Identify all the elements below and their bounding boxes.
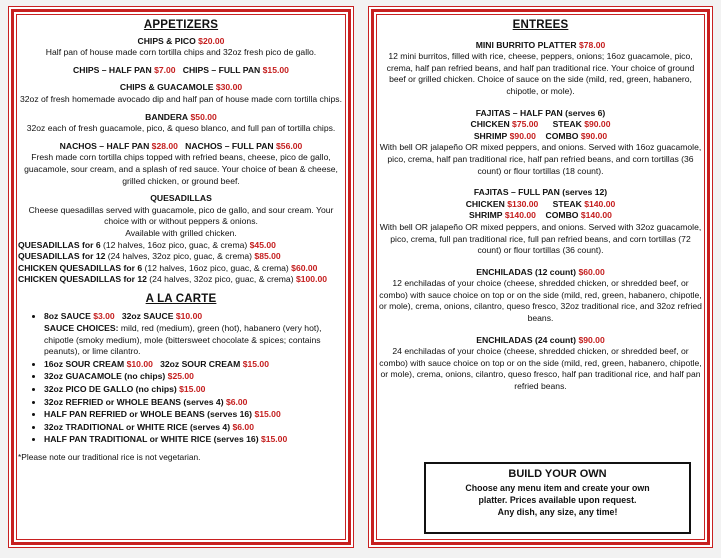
item-name: ENCHILADAS (24 count) <box>476 334 577 345</box>
item-price: $15.00 <box>242 358 269 369</box>
box-line: platter. Prices available upon request. <box>478 495 637 505</box>
option-price: $140.00 <box>580 210 612 221</box>
option-price: $90.00 <box>584 119 611 130</box>
nachos-item <box>18 141 344 187</box>
item-desc: Cheese quesadillas served with guacamole, pico de gallo, and sour cream. Your choice with or without peppers & onions. <box>28 204 334 227</box>
item-price: $78.00 <box>579 39 606 50</box>
enchiladas-12-item <box>378 267 703 325</box>
mini-burrito-item <box>378 40 703 98</box>
item-price: $10.00 <box>175 311 203 322</box>
item-name: 32oz PICO DE GALLO (no chips) <box>44 384 177 395</box>
line-detail: (12 halves, 16oz pico, guac, & crema) <box>142 262 292 273</box>
line-name: QUESADILLAS for 6 <box>18 239 101 250</box>
line-detail: (12 halves, 16oz pico, guac, & crema) <box>100 239 250 250</box>
item-name: 16oz SOUR CREAM <box>44 358 125 369</box>
item-name: FAJITAS – HALF PAN (serves 6) <box>475 107 606 118</box>
item-name: ENCHILADAS (12 count) <box>476 266 577 277</box>
quesadillas-item <box>18 193 344 239</box>
item-price: $10.00 <box>126 358 153 369</box>
item-price: $6.00 <box>232 421 254 432</box>
item-price: $90.00 <box>578 334 605 345</box>
item-desc: With bell OR jalapeño OR mixed peppers, and onions. Served with 32oz guacamole, pico, crema, full pan traditional rice, full pan refried beans, and corn tortillas (72 count) or flour tortillas (36 count). <box>379 221 702 256</box>
item-name: 32oz SOUR CREAM <box>160 358 241 369</box>
option-name: CHICKEN <box>470 119 510 130</box>
option-name: SHRIMP <box>469 210 503 221</box>
option-price: $90.00 <box>509 130 536 141</box>
item-desc: 12 enchiladas of your choice (cheese, shredded chicken, or shredded beef, or combo) with sauce choice on top or on the side (mild, red, green, habanero, chipotle, or mole), crema, onions, cilantro, queso fresco, 32oz traditional rice, and 32oz refried beans. <box>379 278 702 324</box>
item-price: $50.00 <box>190 111 217 122</box>
sauce-choices: mild, red (medium), green (hot), habanero (very hot), chipotle (smoky medium), mole (bittersweet chocolate & spices; contains peanuts), or lime cilantro. <box>44 323 322 357</box>
option-price: $90.00 <box>580 130 608 141</box>
line-price: $45.00 <box>249 239 276 250</box>
item-name: 32oz TRADITIONAL or WHITE RICE (serves 4) <box>44 421 231 432</box>
item-price: $6.00 <box>225 396 248 407</box>
quesadilla-lines <box>18 240 344 286</box>
item-name: 8oz SAUCE <box>44 311 91 322</box>
line-name: QUESADILLAS for 12 <box>18 251 106 262</box>
option-name: SHRIMP <box>473 130 508 141</box>
item-price: $28.00 <box>151 140 178 151</box>
box-line: Any dish, any size, any time! <box>497 507 618 517</box>
line-detail: (24 halves, 32oz pico, guac, & crema) <box>146 274 296 285</box>
sauce-choices-label: SAUCE CHOICES: <box>44 323 119 334</box>
item-price: $30.00 <box>215 82 243 93</box>
bandera-item <box>18 112 344 135</box>
enchiladas-24-item <box>378 335 703 393</box>
item-name: CHIPS & GUACAMOLE <box>119 82 214 93</box>
list-item <box>44 397 344 409</box>
list-item <box>44 422 344 434</box>
appetizers-heading: APPETIZERS <box>143 19 219 31</box>
quesadilla-line <box>18 251 344 263</box>
fajitas-full-item <box>378 187 703 257</box>
line-price: $100.00 <box>295 274 328 285</box>
item-name: QUESADILLAS <box>150 193 212 204</box>
option-price: $130.00 <box>507 198 539 209</box>
item-name: BANDERA <box>145 111 189 122</box>
item-price: $15.00 <box>262 64 289 75</box>
quesadilla-line <box>18 263 344 275</box>
line-detail: (24 halves, 32oz pico, guac, & crema) <box>105 251 255 262</box>
left-menu-panel <box>8 6 354 548</box>
list-item <box>44 409 344 421</box>
option-price: $140.00 <box>584 198 616 209</box>
item-price: $60.00 <box>578 266 605 277</box>
quesadilla-line <box>18 240 344 252</box>
item-name: CHIPS – FULL PAN <box>182 64 261 75</box>
list-item <box>44 359 344 371</box>
chips-pico-item <box>18 36 344 59</box>
item-name: CHIPS – HALF PAN <box>73 64 152 75</box>
option-price: $140.00 <box>504 210 536 221</box>
item-desc: 32oz each of fresh guacamole, pico, & queso blanco, and full pan of tortilla chips. <box>26 123 336 134</box>
item-price: $20.00 <box>198 35 225 46</box>
item-price: $3.00 <box>93 311 115 322</box>
line-price: $85.00 <box>254 251 281 262</box>
item-desc: 12 mini burritos, filled with rice, cheese, peppers, onions; 16oz guacamole, pico, crema, half pan refried beans, and half pan traditional rice. Your choice of ground beef or grilled chicken. Choice of sauce on the side (mild, red, green, habanero, chipotle, or mole). <box>386 51 695 96</box>
item-price: $56.00 <box>276 140 303 151</box>
option-name: STEAK <box>552 119 582 130</box>
item-name: NACHOS – HALF PAN <box>59 140 150 151</box>
list-item <box>44 434 344 446</box>
left-content <box>18 20 344 540</box>
item-price: $15.00 <box>260 434 288 445</box>
item-name: 32oz GUACAMOLE (no chips) <box>44 371 166 382</box>
item-desc: 32oz of fresh homemade avocado dip and half pan of house made corn tortilla chips. <box>20 93 342 104</box>
rice-note: *Please note our traditional rice is not vegetarian. <box>18 452 201 462</box>
option-price: $75.00 <box>512 119 539 130</box>
right-menu-panel <box>368 6 713 548</box>
item-name: NACHOS – FULL PAN <box>185 140 274 151</box>
item-desc: With bell OR jalapeño OR mixed peppers, and onions. Served with 16oz guacamole, pico, crema, half pan traditional rice, half pan refried beans, and corn tortillas (36 count) or flour tortillas (18 count). <box>379 142 702 176</box>
item-name: HALF PAN REFRIED or WHOLE BEANS (serves 16) <box>44 409 253 420</box>
item-desc: Half pan of house made corn tortilla chips and 32oz fresh pico de gallo. <box>45 47 317 58</box>
list-item <box>44 384 344 396</box>
option-name: COMBO <box>545 210 579 221</box>
line-name: CHICKEN QUESADILLAS for 6 <box>18 262 143 273</box>
fajitas-half-item <box>378 108 703 178</box>
item-desc-2: Available with grilled chicken. <box>125 227 237 238</box>
line-price: $60.00 <box>291 262 318 273</box>
item-name: CHIPS & PICO <box>137 35 196 46</box>
list-item <box>44 371 344 383</box>
line-name: CHICKEN QUESADILLAS for 12 <box>18 274 147 285</box>
build-your-own-box <box>424 462 691 534</box>
box-title: BUILD YOUR OWN <box>508 468 607 480</box>
item-price: $25.00 <box>167 371 194 382</box>
item-name: 32oz SAUCE <box>121 311 174 322</box>
item-price: $15.00 <box>254 409 281 420</box>
entrees-heading: ENTREES <box>512 19 569 31</box>
item-name: MINI BURRITO PLATTER <box>475 39 577 50</box>
box-line: Choose any menu item and create your own <box>465 483 650 493</box>
item-desc: 24 enchiladas of your choice (cheese, shredded chicken, or shredded beef, or combo) with sauce choice on top or on the side (mild, red, green, habanero, chipotle, or mole), crema, onions, cilantro, queso fresco, half pan traditional rice, and half pan refried beans. <box>379 346 702 392</box>
item-name: FAJITAS – FULL PAN (serves 12) <box>473 187 608 198</box>
item-name: HALF PAN TRADITIONAL or WHITE RICE (serves 16) <box>44 434 259 445</box>
option-name: CHICKEN <box>465 198 505 209</box>
chips-guac-item <box>18 82 344 105</box>
option-name: STEAK <box>552 198 582 209</box>
item-name: 32oz REFRIED or WHOLE BEANS (serves 4) <box>44 396 224 407</box>
item-desc: Fresh made corn tortilla chips topped with refried beans, cheese, pico de gallo, guacamole, sour cream, and a splash of red sauce. Your choice of bean & cheese, grilled chicken, or ground beef. <box>24 152 338 186</box>
alacarte-list <box>18 311 344 446</box>
quesadilla-line <box>18 274 344 286</box>
list-item <box>44 311 344 357</box>
option-name: COMBO <box>545 130 579 141</box>
chips-pan-item <box>18 65 344 77</box>
item-price: $15.00 <box>179 384 206 395</box>
item-price: $7.00 <box>154 64 176 75</box>
alacarte-heading: A LA CARTE <box>145 292 217 305</box>
